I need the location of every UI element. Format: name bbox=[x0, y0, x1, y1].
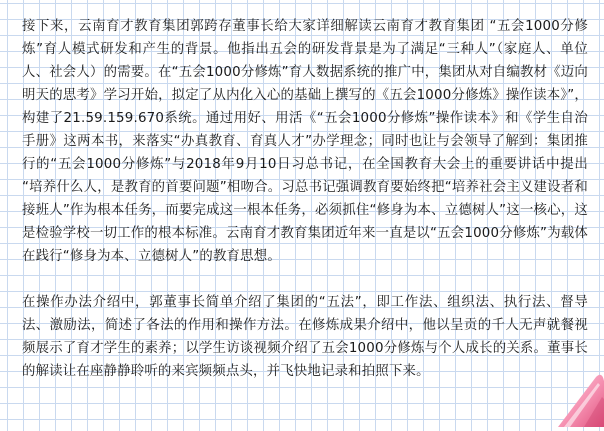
pink-pen-icon bbox=[534, 369, 604, 427]
paragraph-background: 接下来，云南育才教育集团郭跨存董事长给大家详细解读云南育才教育集团 “五会1000分修炼”育人模式研发和产生的背景。他指出五会的研发背景是为了满足“三种人”（家庭人、单位人、社会人）的需要。在“五会1000分修炼”育人数据系统的推广中，集团从对自编教材《迈向明天的思考》学习开始，拟定了从内化入心的基础上撰写的《五会1000分修炼》操作读本》”，构建了21.59.159.670系统。通过用好、用活《“五会1000分修炼”操作读本》和《学生自治手册》这两本书，来落实“办真教育、育真人才”办学理念；同时也让与会领导了解到：集团推行的“五会1000分修炼”与2018年9月10日习总书记，在全国教育大会上的重要讲话中提出 “培养什么人，是教育的首要问题”相吻合。习总书记强调教育要始终把“培养社会主义建设者和接班人”作为根本任务，而要完成这一根本任务，必须抓住“修身为本、立德树人”这一核心，这是检验学校一切工作的根本标准。云南育才教育集团近年来一直是以“五会1000分修炼”为载体在践行“修身为本、立德树人”的教育思想。 bbox=[22, 19, 588, 264]
article-body bbox=[22, 15, 588, 383]
paragraph-methods: 在操作办法介绍中，郭董事长简单介绍了集团的“五法”，即工作法、组织法、执行法、督导法、激励法，简述了各法的作用和操作方法。在修炼成果介绍中，他以呈贡的千人无声就餐视频展示了育才学生的素养；以学生访谈视频介绍了五会1000分修炼与个人成长的关系。董事长的解读让在座静静聆听的来宾频频点头，并飞快地记录和拍照下来。 bbox=[22, 295, 588, 379]
